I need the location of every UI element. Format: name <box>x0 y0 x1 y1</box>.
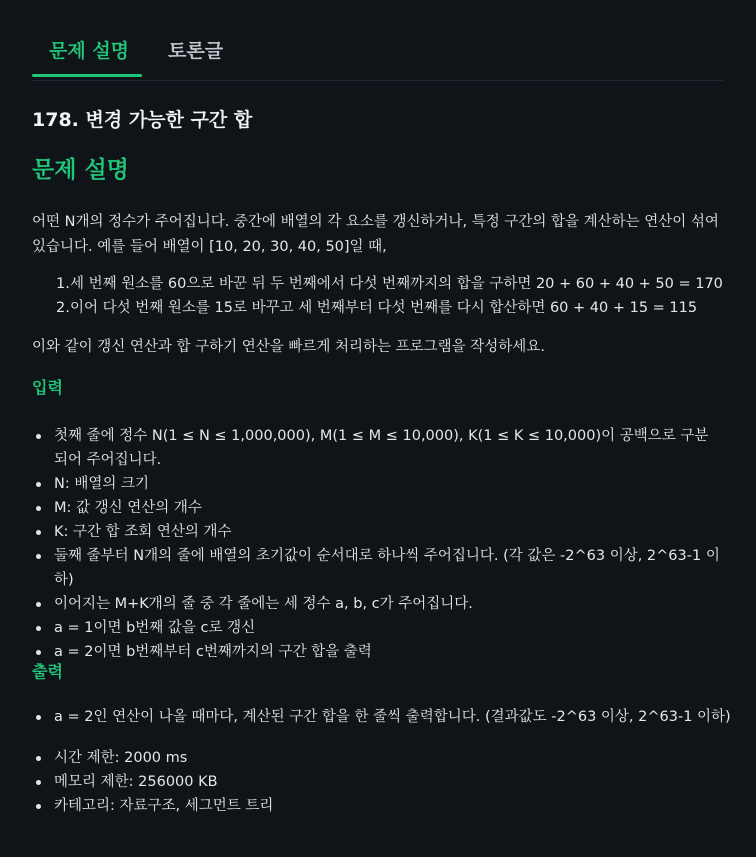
example-list <box>32 272 723 320</box>
tab-problem-description[interactable]: 문제 설명 <box>49 40 130 62</box>
problem-title: 178. 변경 가능한 구간 합 <box>32 109 253 131</box>
active-tab-indicator <box>32 74 142 77</box>
memory-limit: 메모리 제한: 256000 KB <box>32 770 273 794</box>
list-item: K: 구간 합 조회 연산의 개수 <box>32 520 722 544</box>
output-list <box>32 705 732 729</box>
list-item <box>32 296 723 320</box>
section-heading-output: 출력 <box>32 662 63 681</box>
list-item: N: 배열의 크기 <box>32 472 722 496</box>
list-item: a = 1이면 b번째 값을 c로 갱신 <box>32 616 722 640</box>
list-item: 둘째 줄부터 N개의 줄에 배열의 초기값이 순서대로 하나씩 주어집니다. (각 값은 -2^63 이상, 2^63-1 이하) <box>32 544 722 592</box>
time-limit: 시간 제한: 2000 ms <box>32 746 273 770</box>
input-list <box>32 424 722 664</box>
problem-content <box>32 106 732 814</box>
section-heading-description: 문제 설명 <box>32 157 129 183</box>
list-item: a = 2인 연산이 나올 때마다, 계산된 구간 합을 한 줄씩 출력합니다. (결과값도 -2^63 이상, 2^63-1 이하) <box>32 705 732 729</box>
list-item-text: 세 번째 원소를 60으로 바꾼 뒤 두 번째에서 다섯 번째까지의 합을 구하면 20 + 60 + 40 + 50 = 170 <box>70 276 723 292</box>
meta-list <box>32 746 273 818</box>
category: 카테고리: 자료구조, 세그먼트 트리 <box>32 794 273 818</box>
list-number: 1. <box>56 276 70 292</box>
tab-bar <box>32 0 724 81</box>
list-item: 첫째 줄에 정수 N(1 ≤ N ≤ 1,000,000), M(1 ≤ M ≤ 10,000), K(1 ≤ K ≤ 10,000)이 공백으로 구분되어 주어집니다. <box>32 424 722 472</box>
list-number: 2. <box>56 300 70 316</box>
list-item: M: 값 갱신 연산의 개수 <box>32 496 722 520</box>
list-item: a = 2이면 b번째부터 c번째까지의 구간 합을 출력 <box>32 640 722 664</box>
list-item-text: 이어 다섯 번째 원소를 15로 바꾸고 세 번째부터 다섯 번째를 다시 합산하면 60 + 40 + 15 = 115 <box>70 300 698 316</box>
list-item <box>32 272 723 296</box>
tab-discussion[interactable]: 토론글 <box>168 40 224 62</box>
problem-intro: 어떤 N개의 정수가 주어집니다. 중간에 배열의 각 요소를 갱신하거나, 특정 구간의 합을 계산하는 연산이 섞여 있습니다. 예를 들어 배열이 [10, 20, 30, 40, 50]일 때, <box>32 214 719 255</box>
list-item: 이어지는 M+K개의 줄 중 각 줄에는 세 정수 a, b, c가 주어집니다. <box>32 592 722 616</box>
section-heading-input: 입력 <box>32 378 63 397</box>
problem-summary: 이와 같이 갱신 연산과 합 구하기 연산을 빠르게 처리하는 프로그램을 작성하세요. <box>32 339 545 355</box>
